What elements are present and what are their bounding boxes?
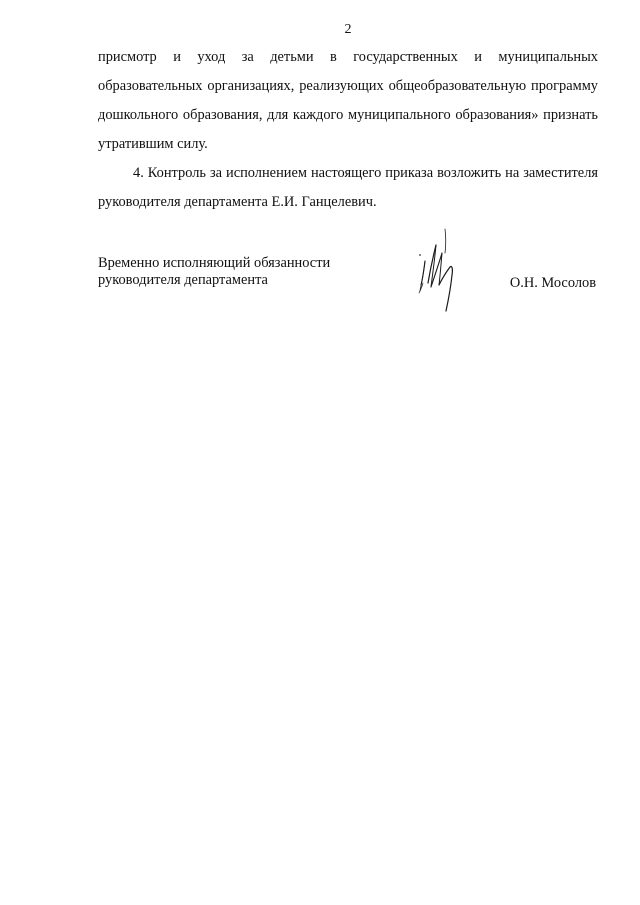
signer-position-line-2: руководителя департамента	[98, 272, 268, 288]
paragraph-4: 4. Контроль за исполнением настоящего приказа возложить на заместителя руководителя департамента Е.И. Ганцелевич.	[98, 165, 598, 210]
signer-name: О.Н. Мосолов	[509, 275, 596, 291]
signature-block	[98, 255, 598, 325]
document-body	[98, 43, 598, 217]
signer-position	[98, 255, 330, 289]
handwritten-signature	[416, 227, 460, 315]
paragraph-continuation: присмотр и уход за детьми в государственных и муниципальных образовательных организациях, реализующих общеобразовательную программу дошкольного образования, для каждого муниципального образования» признать утратившим силу.	[98, 49, 598, 152]
signer-position-line-1: Временно исполняющий обязанности	[98, 255, 331, 271]
page-number: 2	[344, 22, 352, 37]
